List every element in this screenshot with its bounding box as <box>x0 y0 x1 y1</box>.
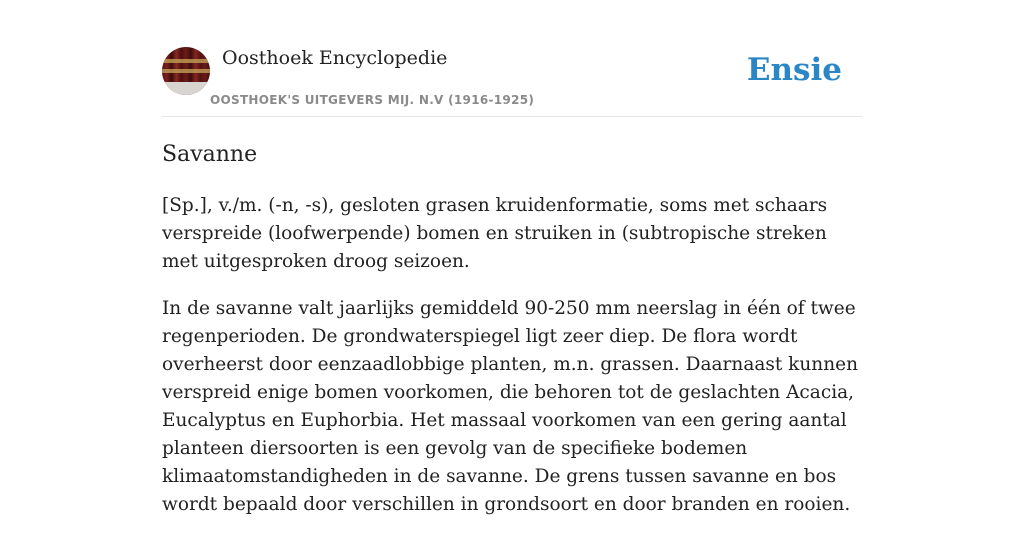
book-spine-band <box>162 69 210 73</box>
article-title: Savanne <box>162 142 258 167</box>
bookshelf <box>162 82 210 95</box>
article-body <box>162 192 864 538</box>
article-paragraph: [Sp.], v./m. (-n, -s), gesloten grasen kruidenformatie, soms met schaars verspreide (loofwerpende) bomen en struiken in (subtropische streken met uitgesproken droog seizoen. <box>162 195 828 272</box>
ensie-logo[interactable]: Ensie <box>746 52 842 88</box>
encyclopedia-books-avatar[interactable] <box>162 47 210 95</box>
site-header <box>162 46 862 117</box>
publisher-label: OOSTHOEK'S UITGEVERS MIJ. N.V (1916-1925) <box>210 93 535 107</box>
book-spine-band <box>162 59 210 63</box>
article-paragraph: In de savanne valt jaarlijks gemiddeld 90-250 mm neerslag in één of twee regenperioden. De grondwaterspiegel ligt zeer diep. De flora wordt overheerst door eenzaadlobbige planten, m.n. grassen. Daarnaast kunnen verspreid enige bomen voorkomen, die behoren tot de geslachten Acacia, Eucalyptus en Euphorbia. Het massaal voorkomen van een gering aantal planteen diersoorten is een gevolg van de specifieke bodemen klimaatomstandigheden in de savanne. De grens tussen savanne en bos wordt bepaald door verschillen in grondsoort en door branden en rooien. <box>162 298 858 515</box>
site-name-link[interactable]: Oosthoek Encyclopedie <box>222 47 448 69</box>
